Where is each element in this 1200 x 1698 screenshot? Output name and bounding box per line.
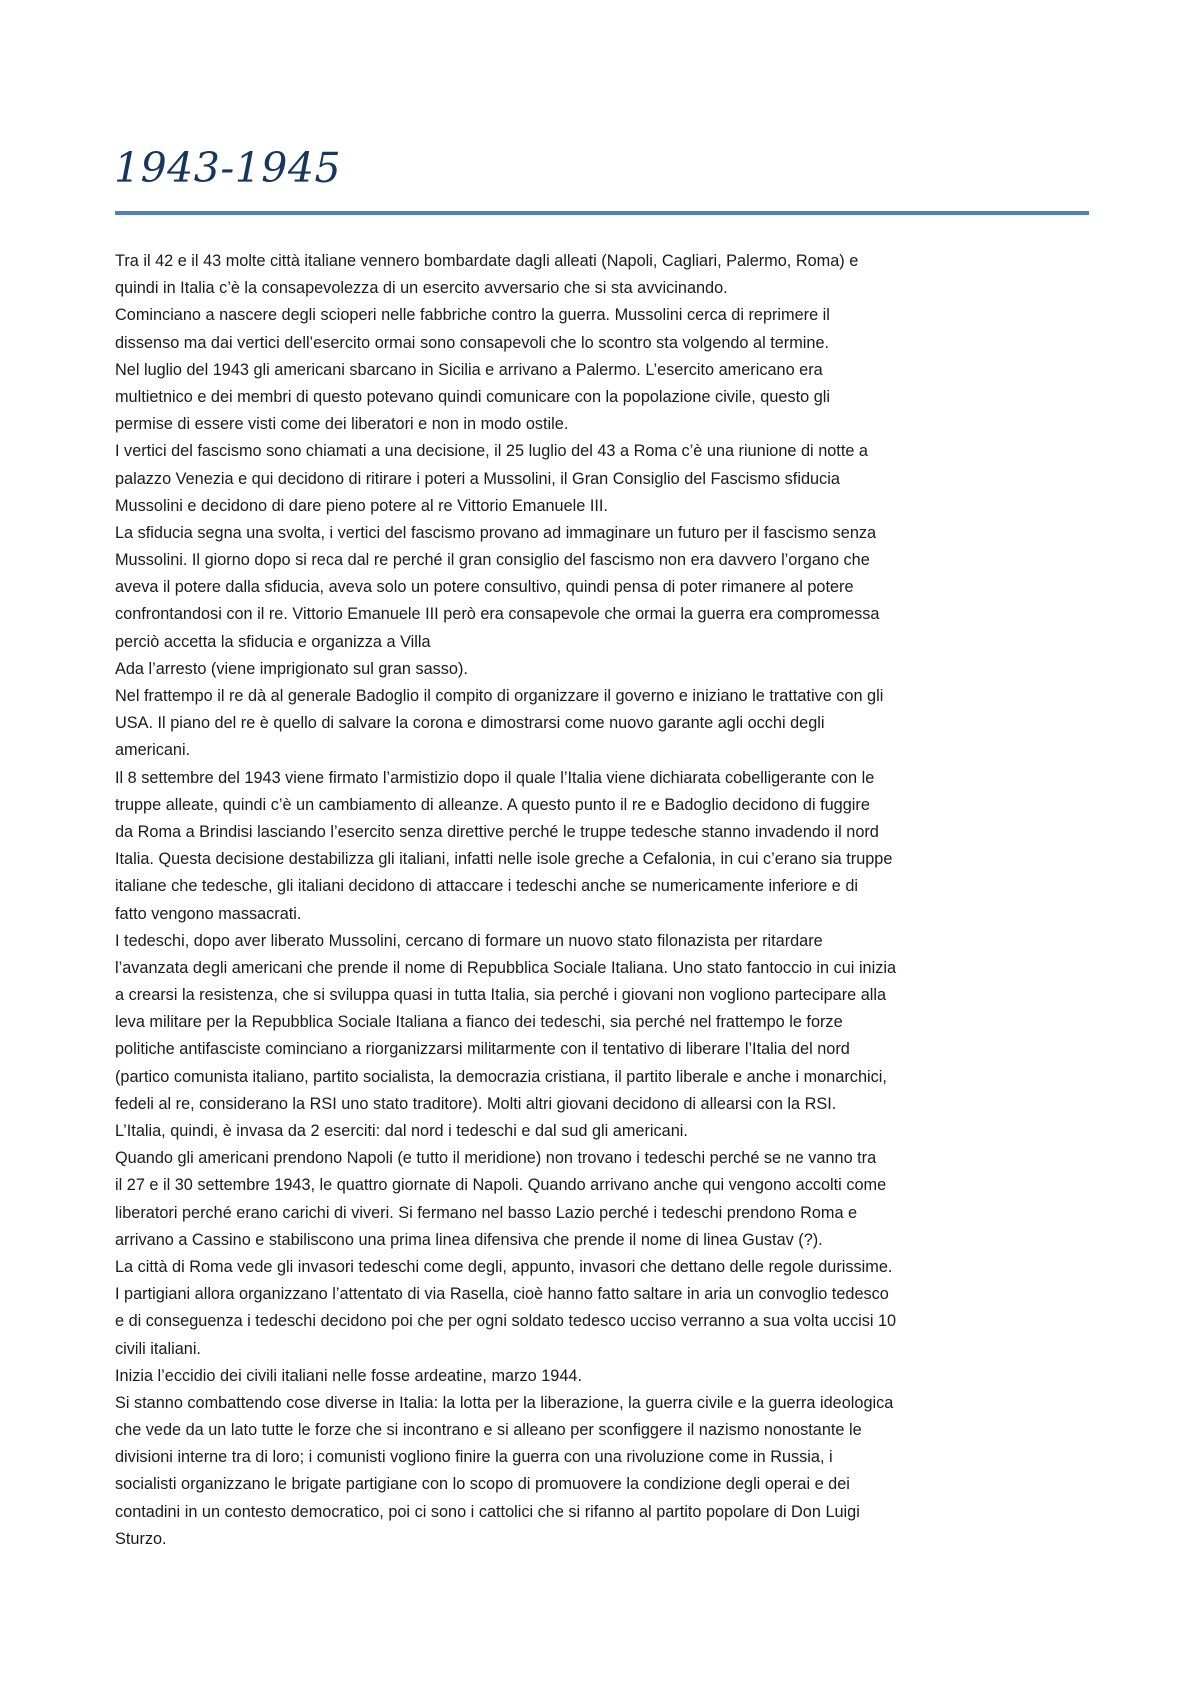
text-line: aveva il potere dalla sfiducia, aveva solo un potere consultivo, quindi pensa di poter rimanere al potere: [115, 578, 854, 597]
text-line: che vede da un lato tutte le forze che si incontrano e si alleano per sconfiggere il nazismo nonostante le: [115, 1421, 862, 1440]
text-line: Tra il 42 e il 43 molte città italiane vennero bombardate dagli alleati (Napoli, Cagliari, Palermo, Roma) e: [115, 252, 859, 270]
text-line: socialisti organizzano le brigate partigiane con lo scopo di promuovere la condizione degli operai e dei: [115, 1475, 850, 1494]
text-line: Mussolini. Il giorno dopo si reca dal re perché il gran consiglio del fascismo non era davvero l’organo che: [115, 551, 870, 570]
text-line: a crearsi la resistenza, che si sviluppa quasi in tutta Italia, sia perché i giovani non vogliono partecipare alla: [115, 986, 887, 1005]
text-line: palazzo Venezia e qui decidono di ritirare i poteri a Mussolini, il Gran Consiglio del Fascismo sfiducia: [115, 469, 840, 488]
text-line: divisioni interne tra di loro; i comunisti vogliono finire la guerra con una rivoluzione come in Russia, i: [115, 1448, 833, 1467]
text-line: Italia. Questa decisione destabilizza gli italiani, infatti nelle isole greche a Cefalonia, in cui c’erano sia truppe: [115, 850, 893, 869]
text-line: Nel frattempo il re dà al generale Badoglio il compito di organizzare il governo e iniziano le trattative con gli: [115, 687, 884, 705]
text-line: liberatori perché erano carichi di viveri. Si fermano nel basso Lazio perché i tedeschi prendono Roma e: [115, 1203, 858, 1222]
text-line: L’Italia, quindi, è invasa da 2 eserciti: dal nord i tedeschi e dal sud gli americani.: [115, 1122, 688, 1140]
text-line: fedeli al re, considerano la RSI uno stato traditore). Molti altri giovani decidono di allearsi con la RSI.: [115, 1094, 837, 1113]
text-line: contadini in un contesto democratico, poi ci sono i cattolici che si rifanno al partito popolare di Don Luigi: [115, 1502, 860, 1521]
text-line: il 27 e il 30 settembre 1943, le quattro giornate di Napoli. Quando arrivano anche qui vengono accolti come: [115, 1176, 887, 1195]
text-line: USA. Il piano del re è quello di salvare la corona e dimostrarsi come nuovo garante agli occhi degli: [115, 714, 825, 733]
text-line: Cominciano a nascere degli scioperi nelle fabbriche contro la guerra. Mussolini cerca di reprimere il: [115, 306, 830, 325]
text-line: italiane che tedesche, gli italiani decidono di attaccare i tedeschi anche se numericamente inferiore e di: [115, 877, 859, 896]
text-line: Ada l’arresto (viene imprigionato sul gran sasso).: [115, 659, 468, 678]
text-line: da Roma a Brindisi lasciando l’esercito senza direttive perché le truppe tedesche stanno invadendo il nord: [115, 822, 879, 841]
text-line: I vertici del fascismo sono chiamati a una decisione, il 25 luglio del 43 a Roma c’è una riunione di notte a: [115, 442, 868, 461]
body-text: [115, 248, 1095, 1553]
text-line: Quando gli americani prendono Napoli (e tutto il meridione) non trovano i tedeschi perché se ne vanno tra: [115, 1149, 877, 1168]
text-line: Si stanno combattendo cose diverse in Italia: la lotta per la liberazione, la guerra civile e la guerra ideologica: [115, 1393, 894, 1412]
text-line: civili italiani.: [115, 1339, 201, 1358]
text-line: perciò accetta la sfiducia e organizza a Villa: [115, 632, 431, 651]
text-line: Nel luglio del 1943 gli americani sbarcano in Sicilia e arrivano a Palermo. L’esercito americano era: [115, 360, 823, 379]
text-line: fatto vengono massacrati.: [115, 904, 302, 923]
text-line: confrontandosi con il re. Vittorio Emanuele III però era consapevole che ormai la guerra era compromessa: [115, 605, 880, 624]
text-line: (partico comunista italiano, partito socialista, la democrazia cristiana, il partito liberale e anche i monarchici,: [115, 1067, 887, 1086]
text-line: Mussolini e decidono di dare pieno potere al re Vittorio Emanuele III.: [115, 496, 608, 515]
text-line: I tedeschi, dopo aver liberato Mussolini, cercano di formare un nuovo stato filonazista per ritardare: [115, 931, 823, 950]
text-line: arrivano a Cassino e stabiliscono una prima linea difensiva che prende il nome di linea Gustav (?).: [115, 1230, 823, 1249]
title-underline-rule: [115, 211, 1089, 215]
text-line: Sturzo.: [115, 1529, 167, 1548]
text-line: permise di essere visti come dei liberatori e non in modo ostile.: [115, 415, 569, 434]
text-line: multietnico e dei membri di questo potevano quindi comunicare con la popolazione civile, questo gli: [115, 387, 830, 406]
text-line: Il 8 settembre del 1943 viene firmato l’armistizio dopo il quale l’Italia viene dichiarata cobelligerante con le: [115, 768, 875, 787]
text-line: e di conseguenza i tedeschi decidono poi che per ogni soldato tedesco ucciso verranno a sua volta uccisi 10: [115, 1312, 897, 1331]
text-line: truppe alleate, quindi c’è un cambiamento di alleanze. A questo punto il re e Badoglio decidono di fuggire: [115, 795, 870, 814]
text-line: Inizia l’eccidio dei civili italiani nelle fosse ardeatine, marzo 1944.: [115, 1366, 582, 1385]
text-line: I partigiani allora organizzano l’attentato di via Rasella, cioè hanno fatto saltare in aria un convoglio tedesco: [115, 1285, 889, 1304]
text-line: americani.: [115, 741, 191, 760]
text-line: quindi in Italia c’è la consapevolezza di un esercito avversario che si sta avvicinando.: [115, 279, 728, 298]
text-line: politiche antifasciste cominciano a riorganizzarsi militarmente con il tentativo di liberare l’Italia del nord: [115, 1040, 850, 1059]
text-line: La città di Roma vede gli invasori tedeschi come degli, appunto, invasori che dettano delle regole durissime.: [115, 1257, 893, 1276]
page-title: 1943-1945: [114, 144, 342, 192]
text-line: leva militare per la Repubblica Sociale Italiana a fianco dei tedeschi, sia perché nel frattempo le forze: [115, 1013, 843, 1032]
text-line: l’avanzata degli americani che prende il nome di Repubblica Sociale Italiana. Uno stato fantoccio in cui inizia: [115, 958, 897, 977]
text-line: dissenso ma dai vertici dell’esercito ormai sono consapevoli che lo scontro sta volgendo al termine.: [115, 333, 830, 352]
text-line: La sfiducia segna una svolta, i vertici del fascismo provano ad immaginare un futuro per il fascismo senza: [115, 523, 877, 542]
